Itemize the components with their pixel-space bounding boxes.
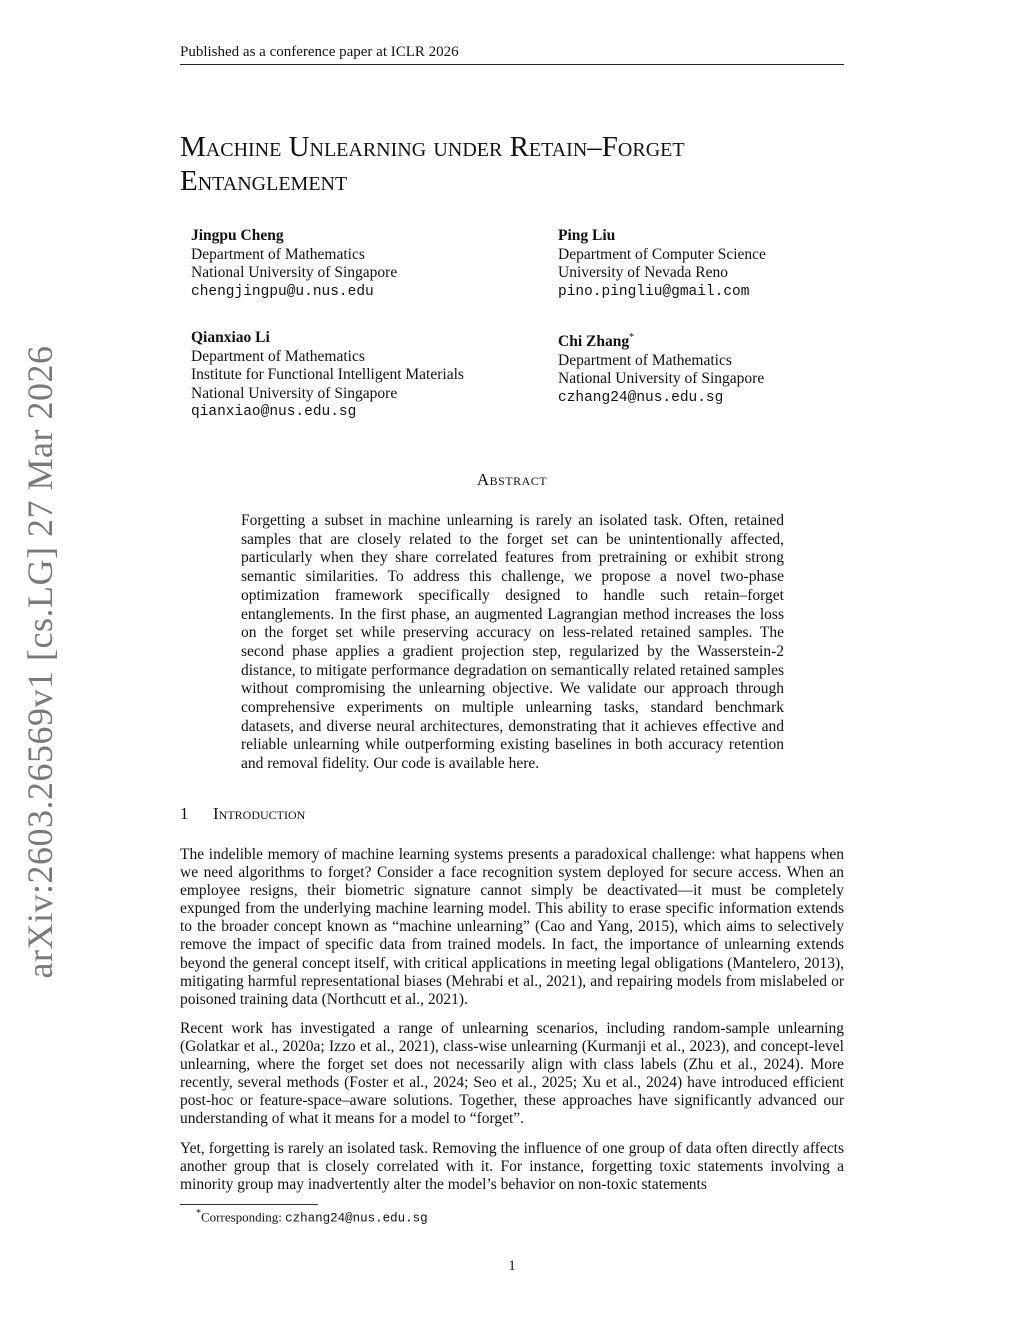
footnote-label: Corresponding: bbox=[201, 1209, 282, 1225]
author-block-1 bbox=[191, 227, 397, 301]
author-affiliation: Department of Mathematics bbox=[191, 347, 365, 365]
author-affiliation: Department of Mathematics bbox=[558, 351, 732, 369]
author-affiliation: National University of Singapore bbox=[191, 264, 398, 282]
author-block-4 bbox=[558, 329, 764, 408]
author-email[interactable]: pino.pingliu@gmail.com bbox=[558, 283, 750, 300]
section-number: 1 bbox=[180, 804, 189, 823]
header-rule bbox=[180, 64, 844, 65]
author-name: Qianxiao Li bbox=[191, 329, 270, 346]
footnote-email[interactable]: czhang24@nus.edu.sg bbox=[285, 1211, 428, 1226]
author-email[interactable]: qianxiao@nus.edu.sg bbox=[191, 404, 357, 421]
footnote bbox=[196, 1208, 428, 1225]
author-name: Ping Liu bbox=[558, 227, 616, 244]
author-affiliation: University of Nevada Reno bbox=[558, 264, 729, 282]
author-name: Jingpu Cheng bbox=[191, 227, 284, 244]
footnote-marker[interactable]: * bbox=[629, 332, 635, 343]
author-name: Chi Zhang bbox=[558, 333, 630, 351]
intro-paragraph-3: Yet, forgetting is rarely an isolated task. Removing the influence of one group of data often directly affects another group that is closely correlated with it. For instance, forgetting toxic statements involving a minority group may inadvertently alter the model’s behavior on non-toxic statements bbox=[180, 1140, 844, 1194]
running-header: Published as a conference paper at ICLR 2026 bbox=[180, 44, 459, 60]
footnote-rule bbox=[180, 1204, 318, 1205]
arxiv-identifier[interactable]: arXiv:2603.26569v1 [cs.LG] 27 Mar 2026 bbox=[20, 345, 60, 979]
paper-title: Machine Unlearning under Retain–Forget Entanglement bbox=[180, 131, 685, 197]
author-affiliation: Department of Mathematics bbox=[191, 245, 365, 263]
author-block-3 bbox=[191, 329, 464, 422]
section-heading bbox=[180, 804, 305, 824]
section-title: Introduction bbox=[213, 804, 306, 823]
author-email[interactable]: czhang24@nus.edu.sg bbox=[558, 389, 724, 406]
author-email[interactable]: chengjingpu@u.nus.edu bbox=[191, 283, 374, 300]
abstract-heading: Abstract bbox=[476, 470, 548, 489]
intro-paragraph-1: The indelible memory of machine learning systems presents a paradoxical challenge: what happens when we need algorithms to forget? Consider a face recognition system deployed for secure access. When an employee resigns, their biometric signature cannot simply be deactivated—it must be completely expunged from the underlying machine learning model. This ability to erase specific information extends to the broader concept known as “machine unlearning” (Cao and Yang, 2015), which aims to selectively remove the impact of specific data from trained models. In fact, the importance of unlearning extends beyond the general concept itself, with critical applications in meeting legal obligations (Mantelero, 2013), mitigating harmful representational biases (Mehrabi et al., 2021), and repairing models from mislabeled or poisoned training data (Northcutt et al., 2021). bbox=[180, 846, 844, 1008]
author-block-2 bbox=[558, 227, 766, 301]
author-affiliation: National University of Singapore bbox=[558, 370, 765, 388]
abstract-text: Forgetting a subset in machine unlearning is rarely an isolated task. Often, retained samples that are closely related to the forget set can be unintentionally affected, particularly when they share correlated features from pretraining or exhibit strong semantic similarities. To address this challenge, we propose a novel two-phase optimization framework specifically designed to handle such retain–forget entanglements. In the first phase, an augmented Lagrangian method increases the loss on the forget set while preserving accuracy on less-related retained samples. The second phase applies a gradient projection step, regularized by the Wasserstein-2 distance, to mitigate performance degradation on semantically related retained samples without compromising the unlearning objective. We validate our approach through comprehensive experiments on multiple unlearning tasks, standard benchmark datasets, and diverse neural architectures, demonstrating that it achieves effective and reliable unlearning while outperforming existing baselines in both accuracy retention and removal fidelity. Our code is available here. bbox=[241, 512, 784, 773]
author-affiliation: Department of Computer Science bbox=[558, 245, 766, 263]
author-affiliation: National University of Singapore bbox=[191, 384, 398, 402]
page-number: 1 bbox=[508, 1258, 516, 1274]
intro-paragraph-2: Recent work has investigated a range of unlearning scenarios, including random-sample unlearning (Golatkar et al., 2020a; Izzo et al., 2021), class-wise unlearning (Kurmanji et al., 2023), and concept-level unlearning, where the forget set does not necessarily align with class labels (Zhu et al., 2024). More recently, several methods (Foster et al., 2024; Seo et al., 2025; Xu et al., 2024) have introduced efficient post-hoc or feature-space–aware solutions. Together, these approaches have significantly advanced our understanding of what it means for a model to “forget”. bbox=[180, 1020, 844, 1128]
author-affiliation: Institute for Functional Intelligent Materials bbox=[191, 366, 464, 384]
footnote-mark: * bbox=[196, 1208, 201, 1219]
